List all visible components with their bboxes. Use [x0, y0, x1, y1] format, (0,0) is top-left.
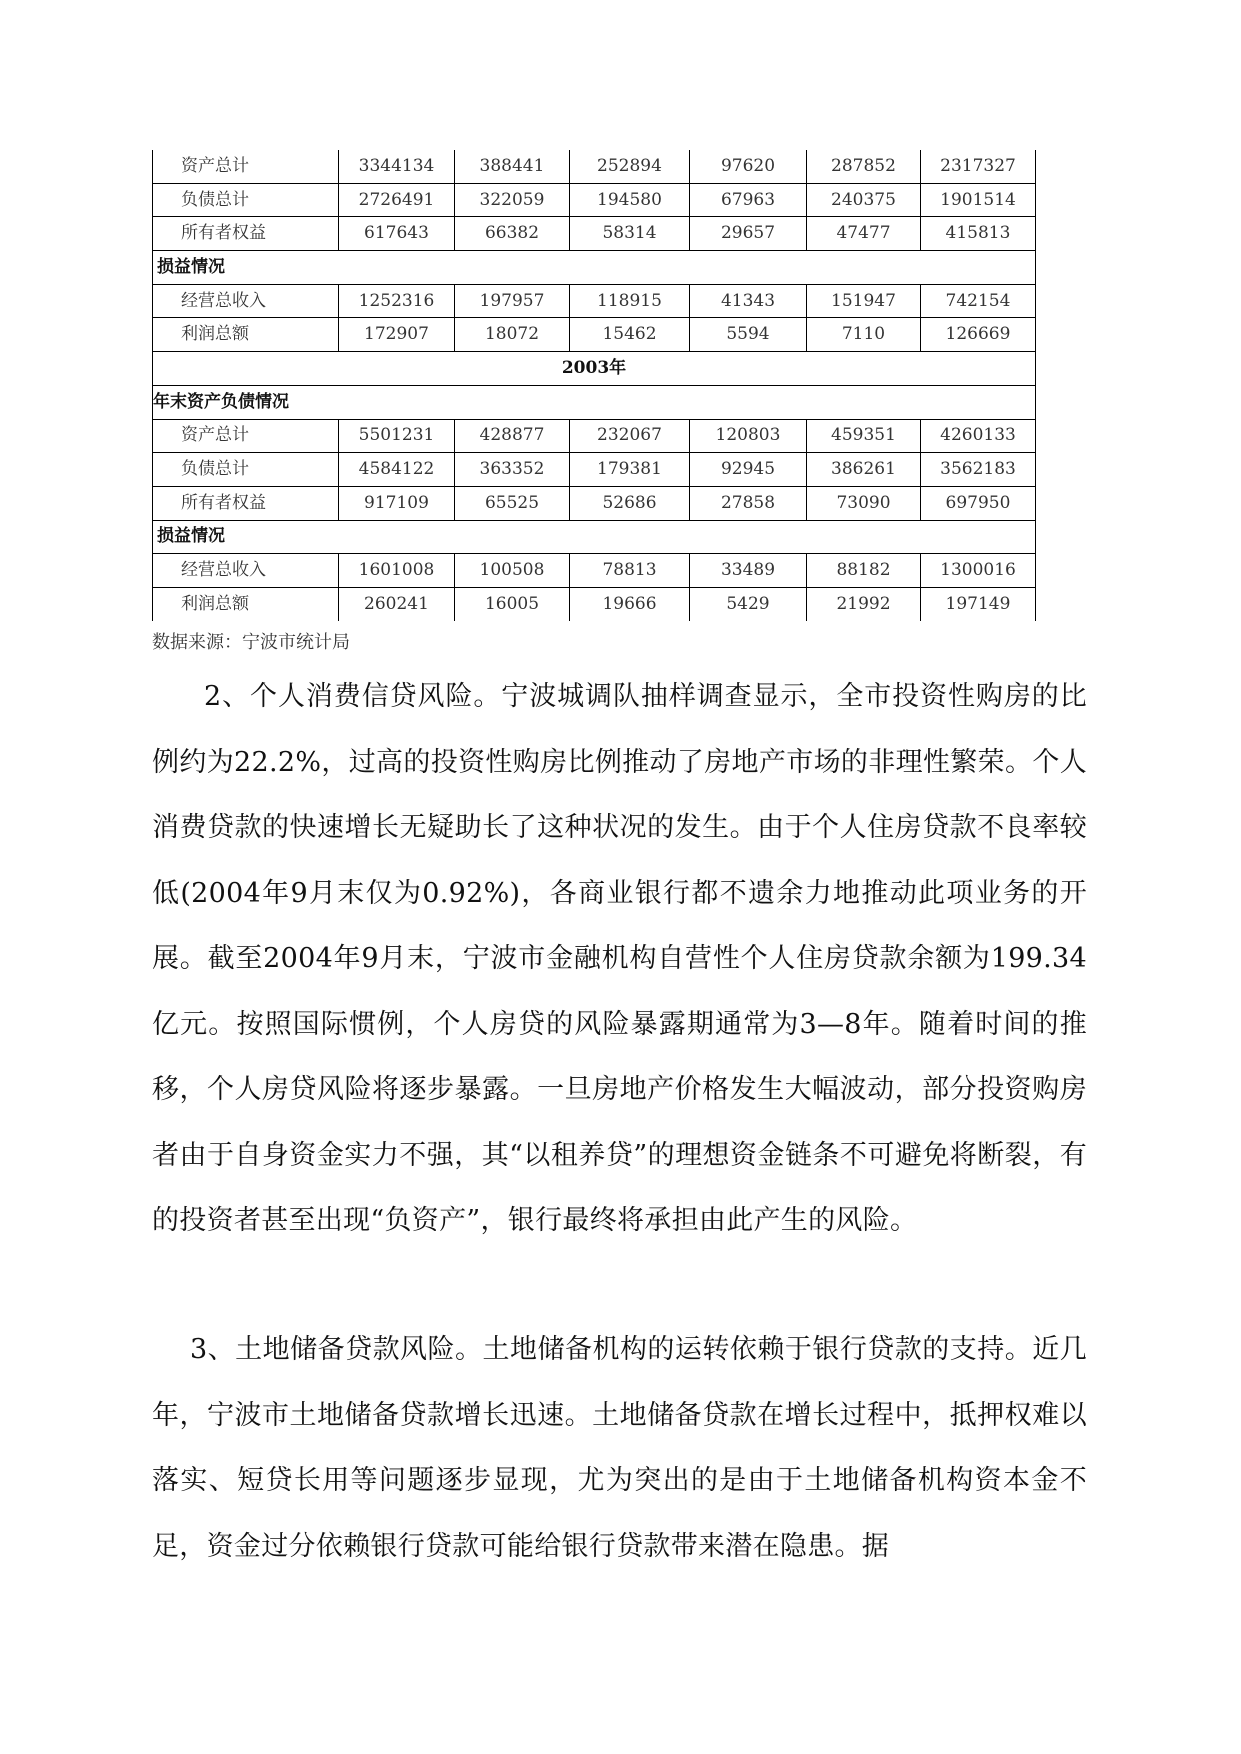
table-row: [153, 486, 1036, 520]
row-label: 负债总计: [153, 453, 339, 487]
table-cell: 252894: [570, 150, 690, 183]
paragraph-land-reserve-loan-risk: 3、土地储备贷款风险。土地储备机构的运转依赖于银行贷款的支持。近几年，宁波市土地储备贷款增长迅速。土地储备贷款在增长过程中，抵押权难以落实、短贷长用等问题逐步显现，尤为突出的是由于土地储备机构资本金不足，资金过分依赖银行贷款可能给银行贷款带来潜在隐患。据: [152, 1334, 1087, 1562]
table-row: [153, 352, 1036, 386]
table-cell: 58314: [570, 217, 690, 251]
table-cell: 126669: [921, 318, 1036, 352]
table-cell: 73090: [807, 486, 921, 520]
row-label: 经营总收入: [153, 554, 339, 588]
table-cell: 65525: [455, 486, 570, 520]
table-cell: 16005: [455, 587, 570, 620]
table-cell: 21992: [807, 587, 921, 620]
year-header: 2003年: [153, 352, 1036, 386]
statistics-table: [152, 150, 1036, 621]
table-row: [153, 587, 1036, 620]
table-row: [153, 385, 1036, 419]
table-cell: 151947: [807, 284, 921, 318]
table-cell: 29657: [690, 217, 807, 251]
section-header: 损益情况: [153, 520, 1036, 554]
table-cell: 27858: [690, 486, 807, 520]
table-cell: 120803: [690, 419, 807, 453]
table-cell: 415813: [921, 217, 1036, 251]
table-cell: 287852: [807, 150, 921, 183]
table-cell: 88182: [807, 554, 921, 588]
table-cell: 363352: [455, 453, 570, 487]
table-cell: 52686: [570, 486, 690, 520]
table-cell: 2726491: [339, 183, 455, 217]
table-cell: 66382: [455, 217, 570, 251]
table-cell: 4260133: [921, 419, 1036, 453]
table-cell: 742154: [921, 284, 1036, 318]
row-label: 利润总额: [153, 587, 339, 620]
table-cell: 459351: [807, 419, 921, 453]
table-cell: 92945: [690, 453, 807, 487]
table-row: [153, 453, 1036, 487]
row-label: 所有者权益: [153, 217, 339, 251]
table-cell: 1901514: [921, 183, 1036, 217]
table-row: [153, 318, 1036, 352]
table-row: [153, 251, 1036, 285]
table-cell: 240375: [807, 183, 921, 217]
table-cell: 386261: [807, 453, 921, 487]
table-cell: 194580: [570, 183, 690, 217]
section-header: 损益情况: [153, 251, 1036, 285]
table-cell: 2317327: [921, 150, 1036, 183]
row-label: 资产总计: [153, 419, 339, 453]
table-cell: 260241: [339, 587, 455, 620]
table-cell: 5429: [690, 587, 807, 620]
table-cell: 232067: [570, 419, 690, 453]
table-cell: 179381: [570, 453, 690, 487]
section-header: 年末资产负债情况: [153, 385, 1036, 419]
table-row: [153, 183, 1036, 217]
row-label: 利润总额: [153, 318, 339, 352]
table-cell: 33489: [690, 554, 807, 588]
paragraph-consumer-credit-risk: 2、个人消费信贷风险。宁波城调队抽样调查显示，全市投资性购房的比例约为22.2%，过高的投资性购房比例推动了房地产市场的非理性繁荣。个人消费贷款的快速增长无疑助长了这种状况的发生。由于个人住房贷款不良率较低(2004年9月末仅为0.92%)，各商业银行都不遗余力地推动此项业务的开展。截至2004年9月末，宁波市金融机构自营性个人住房贷款余额为199.34亿元。按照国际惯例，个人房贷的风险暴露期通常为3—8年。随着时间的推移，个人房贷风险将逐步暴露。一旦房地产价格发生大幅波动，部分投资购房者由于自身资金实力不强，其“以租养贷”的理想资金链条不可避免将断裂，有的投资者甚至出现“负资产”，银行最终将承担由此产生的风险。: [152, 681, 1087, 1236]
table-row: [153, 217, 1036, 251]
table-cell: 197957: [455, 284, 570, 318]
table-cell: 172907: [339, 318, 455, 352]
table-cell: 5501231: [339, 419, 455, 453]
table-cell: 118915: [570, 284, 690, 318]
table-row: [153, 554, 1036, 588]
table-cell: 41343: [690, 284, 807, 318]
table-cell: 4584122: [339, 453, 455, 487]
table-cell: 1300016: [921, 554, 1036, 588]
table-cell: 3562183: [921, 453, 1036, 487]
table-row: [153, 150, 1036, 183]
row-label: 所有者权益: [153, 486, 339, 520]
row-label: 负债总计: [153, 183, 339, 217]
table-cell: 19666: [570, 587, 690, 620]
table-cell: 18072: [455, 318, 570, 352]
data-source-note: 数据来源：宁波市统计局: [152, 632, 350, 653]
table-cell: 78813: [570, 554, 690, 588]
table-cell: 322059: [455, 183, 570, 217]
table-cell: 97620: [690, 150, 807, 183]
table-cell: 388441: [455, 150, 570, 183]
table-cell: 67963: [690, 183, 807, 217]
table-cell: 47477: [807, 217, 921, 251]
table-row: [153, 520, 1036, 554]
row-label: 经营总收入: [153, 284, 339, 318]
table-cell: 428877: [455, 419, 570, 453]
table-cell: 1601008: [339, 554, 455, 588]
table-cell: 197149: [921, 587, 1036, 620]
table-cell: 5594: [690, 318, 807, 352]
table-cell: 100508: [455, 554, 570, 588]
row-label: 资产总计: [153, 150, 339, 183]
table-cell: 617643: [339, 217, 455, 251]
table-cell: 697950: [921, 486, 1036, 520]
table-cell: 1252316: [339, 284, 455, 318]
table-cell: 917109: [339, 486, 455, 520]
table-cell: 7110: [807, 318, 921, 352]
table-cell: 15462: [570, 318, 690, 352]
table-cell: 3344134: [339, 150, 455, 183]
table-row: [153, 284, 1036, 318]
table-row: [153, 419, 1036, 453]
